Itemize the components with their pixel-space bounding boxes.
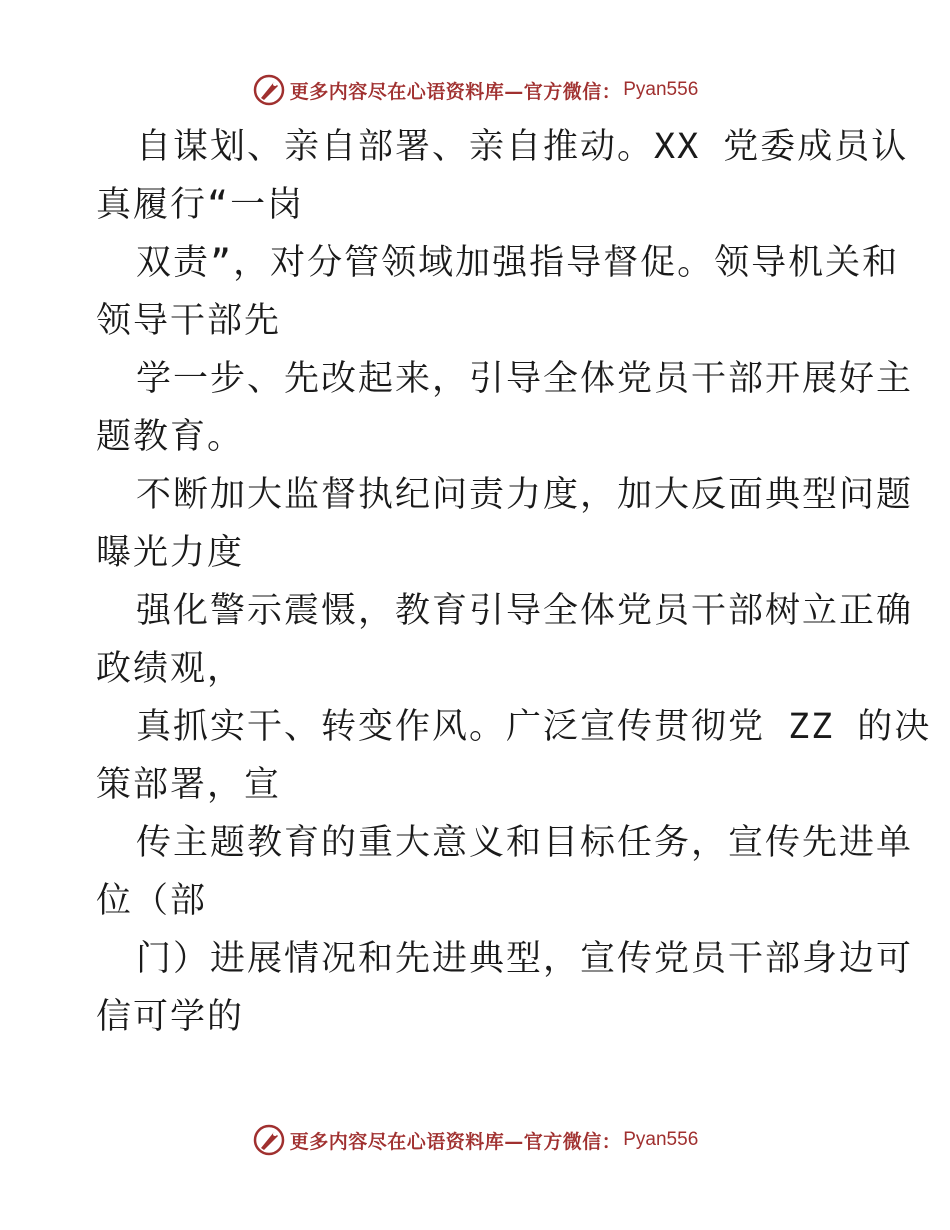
text-line: 位（部 bbox=[96, 881, 208, 921]
text-line: 领导干部先 bbox=[96, 301, 282, 341]
header-watermark bbox=[0, 70, 950, 110]
text-line: 自谋划、亲自部署、亲自推动。XX 党委成员认 bbox=[136, 127, 909, 167]
text-line: 题教育。 bbox=[96, 417, 245, 457]
watermark-text: 更多内容尽在心语资料库—官方微信： bbox=[289, 80, 622, 103]
text-line: 传主题教育的重大意义和目标任务，宣传先进单 bbox=[136, 823, 914, 863]
text-line: 双责”，对分管领域加强指导督促。领导机关和 bbox=[136, 243, 900, 283]
document-body bbox=[96, 118, 932, 1046]
pen-nib-circle-icon bbox=[252, 1123, 286, 1157]
text-line: 真履行“一岗 bbox=[96, 185, 305, 225]
text-line: 不断加大监督执纪问责力度，加大反面典型问题 bbox=[136, 475, 914, 515]
watermark-text: 更多内容尽在心语资料库—官方微信： bbox=[289, 1130, 622, 1153]
text-line: 曝光力度 bbox=[96, 533, 245, 573]
text-line: 学一步、先改起来，引导全体党员干部开展好主 bbox=[136, 359, 914, 399]
text-line: 真抓实干、转变作风。广泛宣传贯彻党 ZZ 的决 bbox=[136, 707, 932, 747]
text-line: 政绩观， bbox=[96, 649, 245, 689]
pen-nib-circle-icon bbox=[252, 73, 286, 107]
text-line: 信可学的 bbox=[96, 997, 245, 1037]
watermark-wechat-id: Pyan556 bbox=[623, 1129, 699, 1150]
footer-watermark bbox=[0, 1120, 950, 1160]
text-line: 强化警示震慑，教育引导全体党员干部树立正确 bbox=[136, 591, 914, 631]
text-line: 策部署，宣 bbox=[96, 765, 282, 805]
text-line: 门）进展情况和先进典型，宣传党员干部身边可 bbox=[136, 939, 914, 979]
watermark-wechat-id: Pyan556 bbox=[623, 79, 699, 100]
